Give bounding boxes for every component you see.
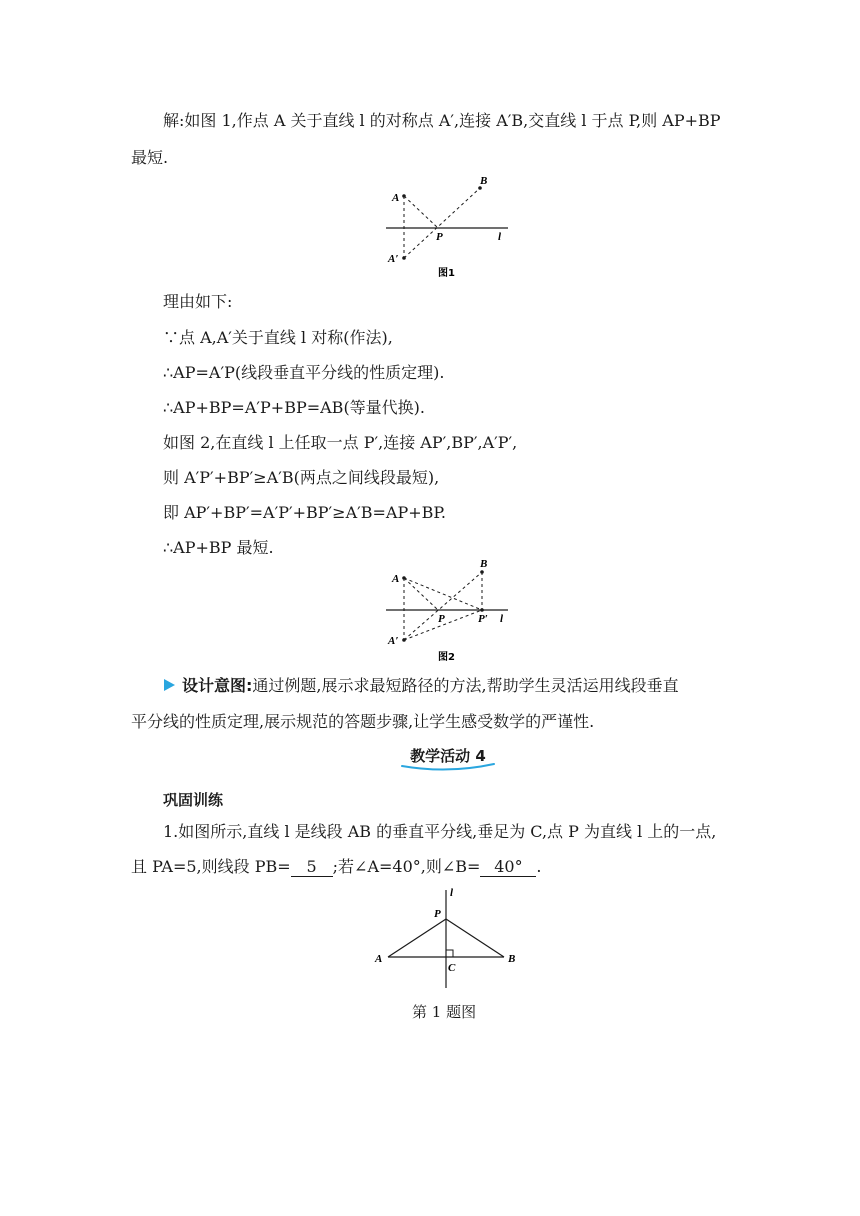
reason-line-7: 即 AP′+BP′=A′P′+BP′≥A′B=AP+BP.	[163, 503, 447, 522]
question-1-figure	[370, 882, 530, 992]
figure-2-caption: 图2	[438, 652, 455, 663]
segment-A-prime-B	[404, 188, 480, 258]
practice-heading: 巩固训练	[163, 791, 224, 809]
reason-line-5: 如图 2,在直线 l 上任取一点 P′,连接 AP′,BP′,A′P′,	[163, 433, 518, 452]
reason-line-1: 理由如下:	[163, 292, 233, 311]
question-1-figure-caption: 第 1 题图	[412, 1003, 477, 1021]
label-P: P	[438, 613, 445, 625]
reason-line-6: 则 A′P′+BP′≥A′B(两点之间线段最短),	[163, 468, 440, 487]
answer-blank-2: 40°	[480, 858, 536, 877]
label-P-prime: P′	[478, 613, 488, 625]
label-B: B	[508, 953, 516, 965]
segment-AP-prime	[404, 578, 482, 610]
question-1-line-2	[131, 856, 542, 878]
label-B: B	[480, 175, 488, 187]
point-A-prime	[402, 638, 406, 642]
label-P: P	[436, 231, 443, 243]
segment-PB	[446, 919, 504, 957]
question-1-line-1: 1.如图所示,直线 l 是线段 AB 的垂直平分线,垂足为 C,点 P 为直线 l 上的一点,	[163, 822, 717, 841]
answer-blank-1: 5	[291, 858, 333, 877]
label-A-prime: A′	[388, 635, 399, 647]
design-intent-title: 设计意图:	[182, 676, 253, 695]
activity-title: 教学活动 4	[410, 747, 486, 765]
question-1-suffix: .	[536, 857, 542, 876]
question-1-prefix: 且 PA=5,则线段 PB=	[131, 857, 291, 876]
figure-1-caption: 图1	[438, 268, 455, 279]
label-P: P	[434, 908, 441, 920]
point-P-prime	[480, 608, 484, 612]
play-triangle-icon	[163, 678, 176, 692]
label-A: A	[392, 573, 400, 585]
reason-line-2: ∵点 A,A′关于直线 l 对称(作法),	[163, 328, 393, 347]
figure-2	[380, 554, 520, 666]
label-B: B	[480, 558, 488, 570]
segment-AP	[404, 196, 438, 228]
point-A	[402, 194, 406, 198]
point-B	[480, 570, 484, 574]
figure-1	[380, 172, 520, 282]
label-A: A	[375, 953, 383, 965]
point-A-prime	[402, 256, 406, 260]
segment-A-prime-B	[404, 572, 482, 640]
segment-AP	[404, 578, 438, 610]
solution-line-2: 最短.	[131, 148, 169, 167]
design-intent-text-1: 通过例题,展示求最短路径的方法,帮助学生灵活运用线段垂直	[252, 676, 679, 695]
label-A-prime: A′	[388, 253, 399, 265]
question-1-middle: ;若∠A=40°,则∠B=	[332, 857, 481, 876]
reason-line-3: ∴AP=A′P(线段垂直平分线的性质定理).	[163, 363, 445, 382]
activity-title-box	[398, 742, 498, 772]
design-intent-line-2: 平分线的性质定理,展示规范的答题步骤,让学生感受数学的严谨性.	[131, 712, 595, 731]
label-l: l	[450, 887, 454, 899]
label-l: l	[498, 231, 502, 243]
label-l: l	[500, 613, 504, 625]
right-angle-mark	[446, 950, 453, 957]
label-C: C	[448, 962, 456, 974]
reason-line-8: ∴AP+BP 最短.	[163, 538, 274, 557]
label-A: A	[392, 192, 400, 204]
point-A	[402, 576, 406, 580]
design-intent-line-1	[163, 675, 679, 697]
segment-PA	[388, 919, 446, 957]
solution-line-1: 解:如图 1,作点 A 关于直线 l 的对称点 A′,连接 A′B,交直线 l 于点 P,则 AP+BP	[163, 111, 721, 130]
reason-line-4: ∴AP+BP=A′P+BP=AB(等量代换).	[163, 398, 426, 417]
